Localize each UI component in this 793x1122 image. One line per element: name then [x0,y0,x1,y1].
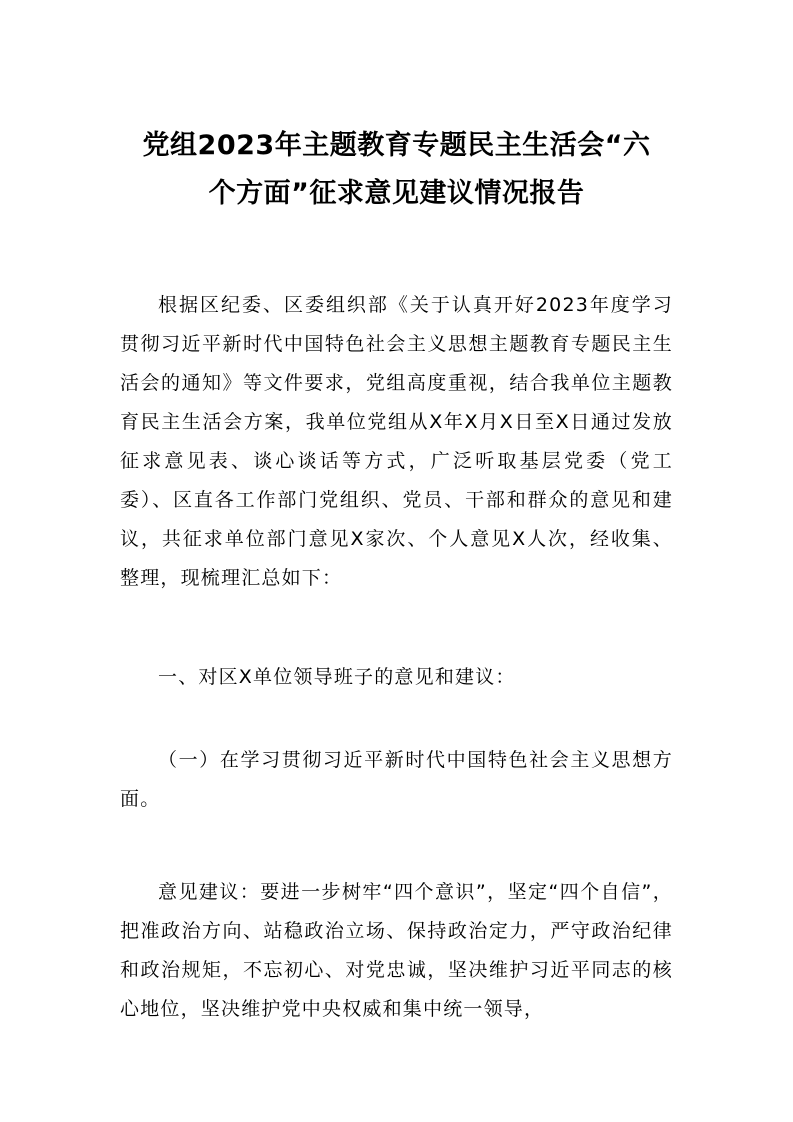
section-heading-1: 一、对区X单位领导班子的意见和建议： [158,666,516,688]
title-line-2: 个方面”征求意见建议情况报告 [208,178,585,209]
subsection-heading-1: （一）在学习贯彻习近平新时代中国特色社会主义思想方面。 [120,749,673,810]
title-line-1: 党组2023年主题教育专题民主生活会“六 [142,130,651,161]
intro-paragraph: 根据区纪委、区委组织部《关于认真开好2023年度学习贯彻习近平新时代中国特色社会主义思想主题教育专题民主生活会的通知》等文件要求，党组高度重视，结合我单位主题教育民主生活会方案，我单位党组从X年X月X日至X日通过发放征求意见表、谈心谈话等方式，广泛听取基层党委（党工委）、区直各工作部门党组织、党员、干部和群众的意见和建议，共征求单位部门意见X家次、个人意见X人次，经收集、整理，现梳理汇总如下： [120,294,673,589]
opinion-paragraph: 意见建议：要进一步树牢“四个意识”，坚定“四个自信”，把准政治方向、站稳政治立场、保持政治定力，严守政治纪律和政治规矩，不忘初心、对党忠诚，坚决维护习近平同志的核心地位，坚决维护党中央权威和集中统一领导， [120,881,673,1020]
document-title [110,122,683,218]
